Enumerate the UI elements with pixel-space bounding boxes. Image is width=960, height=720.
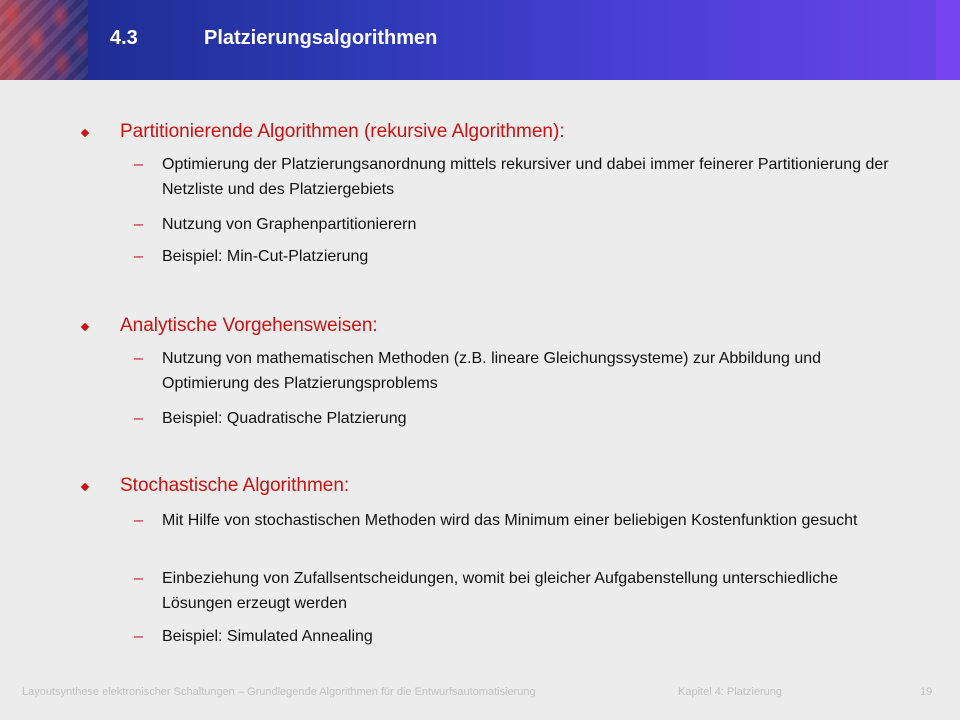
bullet-heading: Partitionierende Algorithmen (rekursive Algorithmen): bbox=[120, 121, 565, 142]
bullet-heading: Analytische Vorgehensweisen: bbox=[120, 315, 378, 336]
sub-item-text: Mit Hilfe von stochastischen Methoden wird das Minimum einer beliebigen Kostenfunktion gesucht bbox=[162, 512, 858, 529]
dash-icon: – bbox=[134, 628, 143, 645]
sub-item-text: Beispiel: Simulated Annealing bbox=[162, 628, 373, 645]
header-accent-strip bbox=[936, 0, 960, 80]
slide-title: Platzierungsalgorithmen bbox=[204, 27, 438, 49]
bullet-diamond-icon bbox=[81, 129, 89, 137]
footer-chapter: Kapitel 4: Platzierung bbox=[678, 686, 782, 698]
title-bar bbox=[0, 0, 960, 80]
footer-course: Layoutsynthese elektronischer Schaltungen – Grundlegende Algorithmen für die Entwurfsautomatisierung bbox=[22, 686, 536, 698]
sub-item-text: Optimierung der Platzierungsanordnung mittels rekursiver und dabei immer feinerer Partitionierung der Netzliste und des Platziergebiets bbox=[162, 156, 889, 198]
dash-icon: – bbox=[134, 248, 143, 265]
page-number: 19 bbox=[920, 686, 933, 698]
dash-icon: – bbox=[134, 512, 143, 529]
bullet-heading: Stochastische Algorithmen: bbox=[120, 475, 350, 496]
sub-item-text: Beispiel: Min-Cut-Platzierung bbox=[162, 248, 369, 265]
dash-icon: – bbox=[134, 350, 143, 367]
dash-icon: – bbox=[134, 570, 143, 587]
dash-icon: – bbox=[134, 156, 143, 173]
sub-item-text: Nutzung von mathematischen Methoden (z.B. lineare Gleichungssysteme) zur Abbildung und Optimierung des Platzierungsproblems bbox=[162, 350, 822, 392]
bullet-diamond-icon bbox=[81, 483, 89, 491]
sub-item-text: Einbeziehung von Zufallsentscheidungen, womit bei gleicher Aufgabenstellung unterschiedliche Lösungen erzeugt werden bbox=[162, 570, 838, 612]
section-number: 4.3 bbox=[110, 27, 138, 49]
sub-item-text: Nutzung von Graphenpartitionierern bbox=[162, 216, 417, 233]
header-decoration bbox=[0, 0, 88, 80]
dash-icon: – bbox=[134, 216, 143, 233]
dash-icon: – bbox=[134, 410, 143, 427]
bullet-diamond-icon bbox=[81, 323, 89, 331]
sub-item-text: Beispiel: Quadratische Platzierung bbox=[162, 410, 407, 427]
